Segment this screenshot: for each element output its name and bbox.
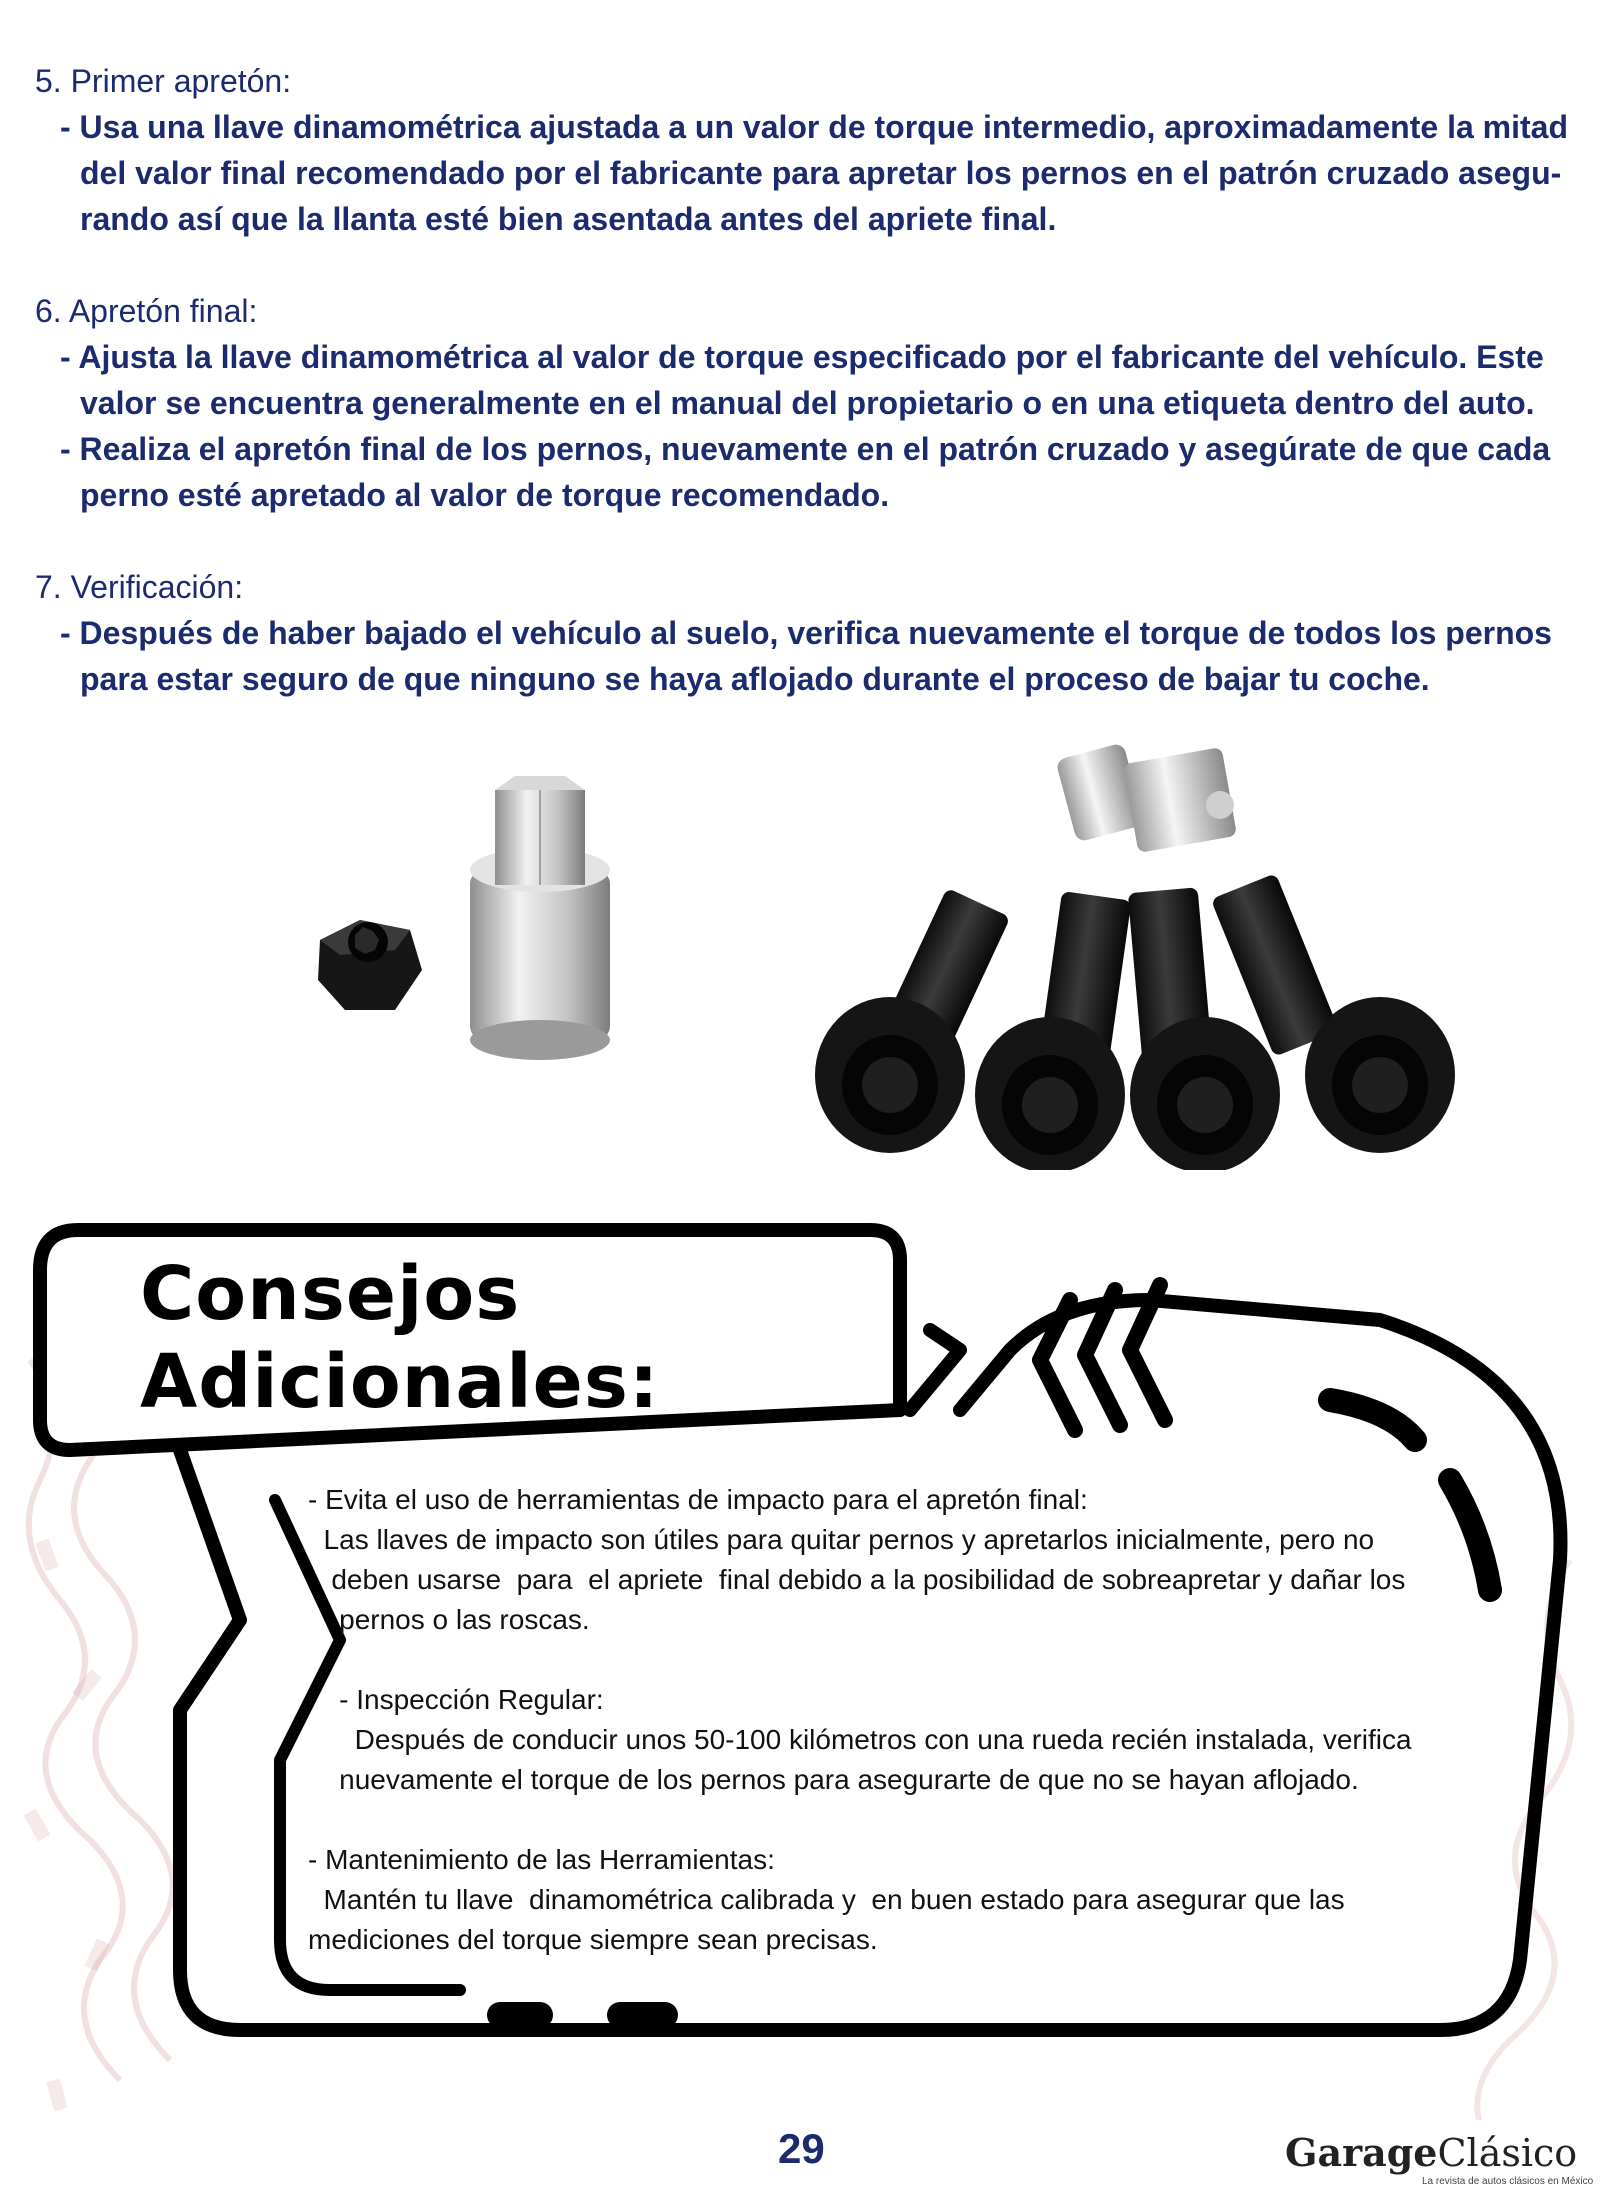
tip-regular-inspection <box>308 1680 1458 1800</box>
step-7 <box>35 564 1575 702</box>
text-line: rando así que la llanta esté bien asentada antes del apriete final. <box>80 201 1057 237</box>
text-line: perno esté apretado al valor de torque recomendado. <box>80 477 890 513</box>
text-line: Las llaves de impacto son útiles para quitar pernos y apretarlos inicialmente, pero no <box>308 1524 1375 1555</box>
silver-socket-adapter <box>470 776 610 1060</box>
wheel-bolts-photo <box>800 720 1580 1170</box>
text-line: - Realiza el apretón final de los pernos, nuevamente en el patrón cruzado y asegúrate de que cada <box>60 431 1551 467</box>
step-bullet <box>35 610 1575 702</box>
text-line: deben usarse para el apriete final debido a la posibilidad de sobreapretar y dañar los <box>308 1564 1406 1595</box>
text-line: - Mantenimiento de las Herramientas: <box>308 1844 775 1875</box>
tips-body <box>308 1480 1458 2000</box>
text-line: - Ajusta la llave dinamométrica al valor de torque especificado por el fabricante del vehículo. Este <box>60 339 1544 375</box>
silver-lock-nut <box>1055 742 1237 853</box>
tips-title-line: Adicionales: <box>140 1339 660 1425</box>
tip-impact-tools <box>308 1480 1458 1640</box>
text-line: - Usa una llave dinamométrica ajustada a un valor de torque intermedio, aproximadamente la mitad <box>60 109 1568 145</box>
step-title: 5. Primer apretón: <box>35 63 292 99</box>
lock-nut-socket-photo <box>300 770 660 1070</box>
tips-title <box>140 1250 660 1426</box>
step-title: 7. Verificación: <box>35 569 244 605</box>
magazine-tagline: La revista de autos clásicos en México <box>1422 2176 1594 2187</box>
tips-title-line: Consejos <box>140 1251 521 1337</box>
logo-bold: Garage <box>1285 2130 1438 2175</box>
instruction-steps <box>35 58 1575 748</box>
step-title: 6. Apretón final: <box>35 293 258 329</box>
text-line: para estar seguro de que ninguno se haya aflojado durante el proceso de bajar tu coche. <box>80 661 1430 697</box>
black-key-nut <box>318 920 422 1010</box>
text-line: valor se encuentra generalmente en el manual del propietario o en una etiqueta dentro del auto. <box>80 385 1535 421</box>
text-line: pernos o las roscas. <box>308 1604 590 1635</box>
text-line: Después de conducir unos 50-100 kilómetros con una rueda recién instalada, verifica <box>308 1724 1412 1755</box>
text-line: mediciones del torque siempre sean precisas. <box>308 1924 878 1955</box>
step-6 <box>35 288 1575 518</box>
tip-tool-maintenance <box>308 1840 1458 1960</box>
logo-regular: Clásico <box>1437 2131 1578 2175</box>
page-number: 29 <box>778 2125 825 2172</box>
step-bullet <box>35 334 1575 426</box>
text-line: - Evita el uso de herramientas de impacto para el apretón final: <box>308 1484 1088 1515</box>
text-line: - Después de haber bajado el vehículo al suelo, verifica nuevamente el torque de todos los pernos <box>60 615 1552 651</box>
text-line: Mantén tu llave dinamométrica calibrada y en buen estado para asegurar que las <box>308 1884 1345 1915</box>
magazine-logo <box>1285 2130 1577 2175</box>
step-5 <box>35 58 1575 242</box>
step-bullet <box>35 426 1575 518</box>
step-bullet <box>35 104 1575 242</box>
text-line: del valor final recomendado por el fabricante para apretar los pernos en el patrón cruzado asegu- <box>80 155 1562 191</box>
text-line: nuevamente el torque de los pernos para asegurarte de que no se hayan aflojado. <box>308 1764 1359 1795</box>
text-line: - Inspección Regular: <box>308 1684 604 1715</box>
